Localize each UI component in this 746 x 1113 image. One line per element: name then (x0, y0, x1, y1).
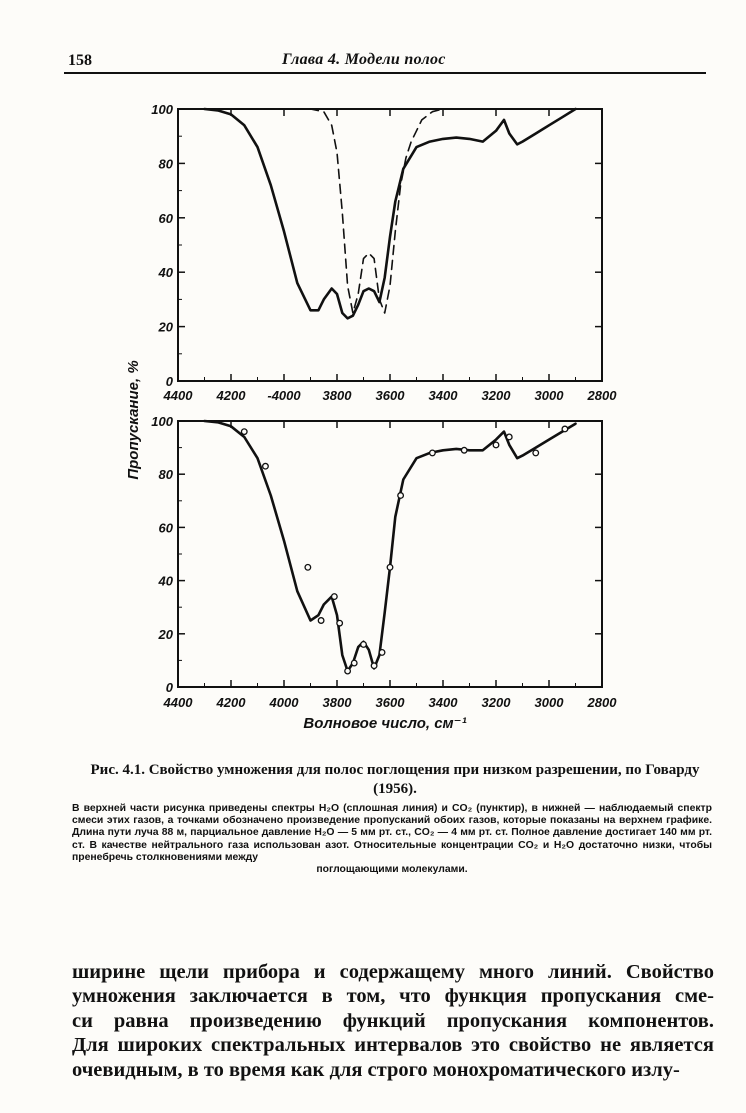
x-tick-label: 4000 (269, 695, 299, 710)
data-point (337, 620, 343, 626)
x-tick-label: 3000 (534, 388, 564, 403)
x-tick-label: 4200 (216, 388, 246, 403)
series-line-dashed (205, 109, 444, 313)
data-point (398, 493, 404, 499)
caption-note-last-line: поглощающими молекулами. (316, 864, 468, 876)
body-line: очевидным, в то время как для строго монохроматического излу- (72, 1058, 680, 1081)
y-tick-label: 80 (158, 156, 173, 172)
y-tick-label: 0 (165, 680, 173, 695)
caption-note-text: В верхней части рисунка приведены спектры H₂O (сплошная линия) и CO₂ (пунктир), в нижней — наблюдаемый спектр смеси этих газов, а точками обозначено произведение пропусканий обоих газов, которые показаны на верхнем графике. Длина пути луча 88 м, парциальное давление H₂O — 5 мм рт. ст., CO₂ — 4 мм рт. ст. Полное давление достигает 140 мм рт. ст. В качестве нейтрального газа использован азот. Относительные концентрации CO₂ и H₂O достаточно низки, чтобы пренебречь столкновениями между (72, 803, 712, 863)
x-tick-label: 3600 (375, 695, 405, 710)
data-point (493, 442, 499, 448)
y-tick-label: 100 (151, 102, 173, 117)
x-tick-label: 4400 (163, 388, 193, 403)
data-point (318, 618, 324, 624)
body-paragraph (72, 960, 714, 1082)
data-point (345, 668, 351, 674)
page-number: 158 (68, 52, 92, 69)
x-tick-label: 3400 (428, 695, 458, 710)
data-point (351, 660, 357, 666)
body-line: умножения заключается в том, что функция пропускания сме- (72, 985, 714, 1008)
data-point (461, 447, 467, 453)
data-point (371, 663, 377, 669)
x-tick-label: 3800 (322, 388, 352, 403)
y-tick-label: 40 (158, 265, 173, 281)
body-line: Для широких спектральных интервалов это свойство не является (72, 1034, 714, 1057)
x-tick-label: 4400 (163, 695, 193, 710)
chart-top-panel (151, 102, 617, 403)
x-tick-label: 4200 (216, 695, 246, 710)
body-line: си равна произведению функций пропускания компонентов. (72, 1009, 714, 1032)
running-title: Глава 4. Модели полос (282, 51, 446, 68)
y-tick-label: 60 (158, 520, 173, 536)
series-line-solid (205, 421, 576, 671)
y-tick-label: 0 (165, 374, 173, 389)
x-axis-label: Волновое число, см⁻¹ (303, 715, 467, 732)
data-point (263, 463, 269, 469)
x-tick-label: 3000 (534, 695, 564, 710)
x-tick-label: 3200 (481, 695, 511, 710)
y-tick-label: 100 (151, 414, 173, 429)
data-point (562, 426, 568, 432)
data-point (387, 565, 393, 571)
x-tick-label: 3600 (375, 388, 405, 403)
y-tick-label: 80 (158, 467, 173, 483)
data-point (430, 450, 436, 456)
data-point (379, 650, 385, 656)
y-tick-label: 60 (158, 210, 173, 226)
series-line-solid (205, 109, 576, 318)
data-point (241, 429, 247, 435)
y-tick-label: 20 (158, 626, 173, 642)
x-tick-label: 3400 (428, 388, 458, 403)
data-point (305, 565, 311, 571)
y-tick-label: 40 (158, 573, 173, 589)
x-tick-label: 3800 (322, 695, 352, 710)
figure-caption-note (72, 803, 712, 876)
plot-frame (178, 421, 602, 687)
data-point (361, 642, 367, 648)
data-point (533, 450, 539, 456)
y-axis-label: Пропускание, % (125, 360, 142, 480)
x-tick-label: 2800 (587, 388, 617, 403)
body-line: ширине щели прибора и содержащему много линий. Свойство (72, 961, 714, 983)
x-tick-label: 2800 (587, 695, 617, 710)
figure-caption-title: Рис. 4.1. Свойство умножения для полос поглощения при низком разрешении, по Говарду (1956). (90, 762, 700, 797)
chart-bottom-panel (151, 414, 617, 710)
x-tick-label: 3200 (481, 388, 511, 403)
data-point (332, 594, 338, 600)
x-tick-label: -4000 (267, 388, 301, 403)
y-tick-label: 20 (158, 319, 173, 335)
data-point (506, 434, 512, 440)
